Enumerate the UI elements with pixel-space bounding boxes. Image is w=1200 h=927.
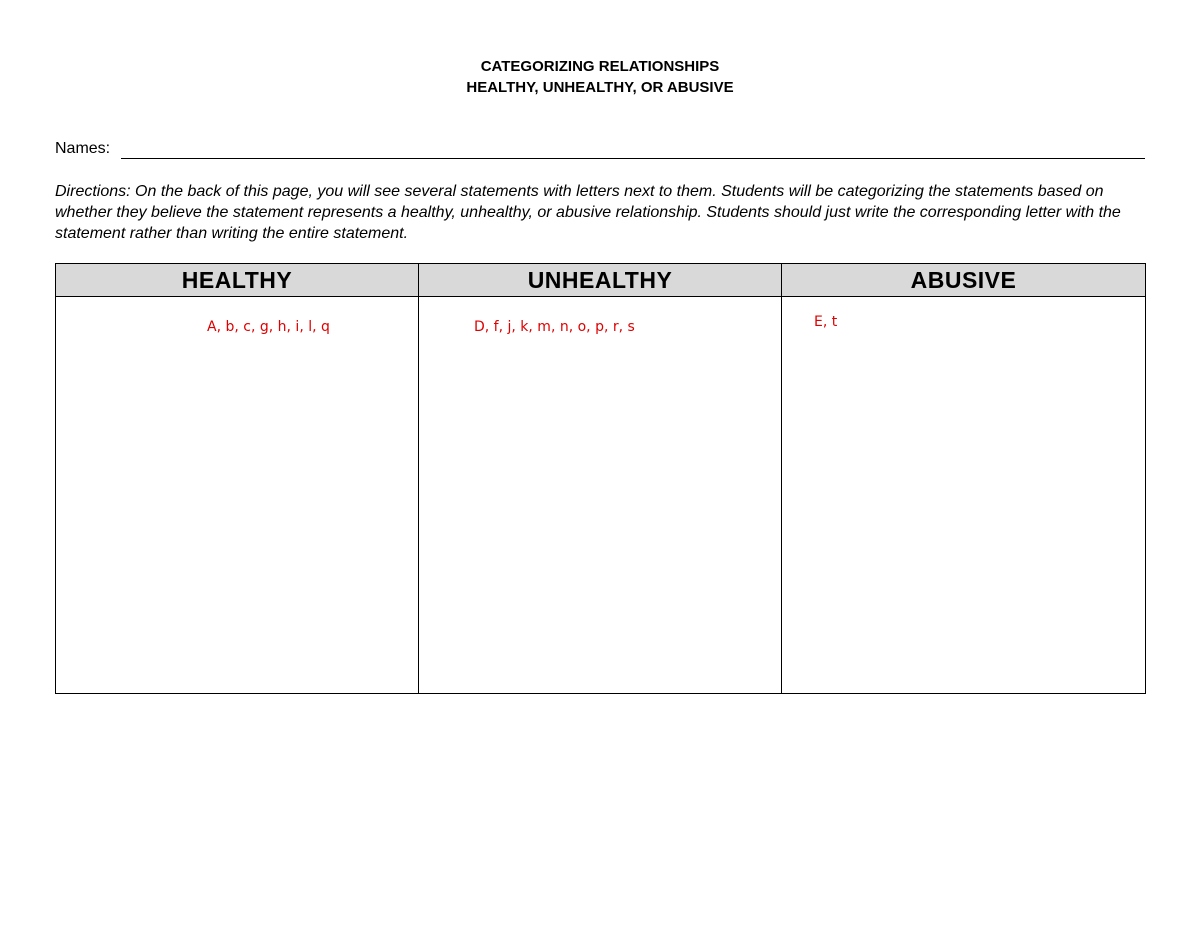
names-blank-line[interactable]: [121, 158, 1145, 159]
title-line-2: HEALTHY, UNHEALTHY, OR ABUSIVE: [466, 79, 734, 96]
abusive-answer: E, t: [814, 314, 838, 330]
unhealthy-cell: [419, 297, 782, 693]
directions-text: Directions: On the back of this page, you will see several statements with letters next to them. Students will be categorizing the statements based on whether they believe the statement represents a healthy, unhealthy, or abusive relationship. Students should just write the corresponding letter with the statement rather than writing the entire statement.: [55, 183, 1121, 242]
healthy-cell: [56, 297, 419, 693]
categorization-table: [55, 263, 1146, 694]
names-label: Names:: [55, 140, 111, 157]
abusive-cell: [782, 297, 1145, 693]
header-healthy: HEALTHY: [56, 264, 419, 297]
title-line-1: CATEGORIZING RELATIONSHIPS: [480, 58, 720, 75]
names-row: [55, 138, 1145, 160]
document-title: [0, 56, 1200, 98]
header-unhealthy: UNHEALTHY: [419, 264, 782, 297]
unhealthy-answer: D, f, j, k, m, n, o, p, r, s: [474, 319, 635, 335]
header-abusive: ABUSIVE: [782, 264, 1145, 297]
healthy-answer: A, b, c, g, h, i, l, q: [207, 319, 330, 335]
